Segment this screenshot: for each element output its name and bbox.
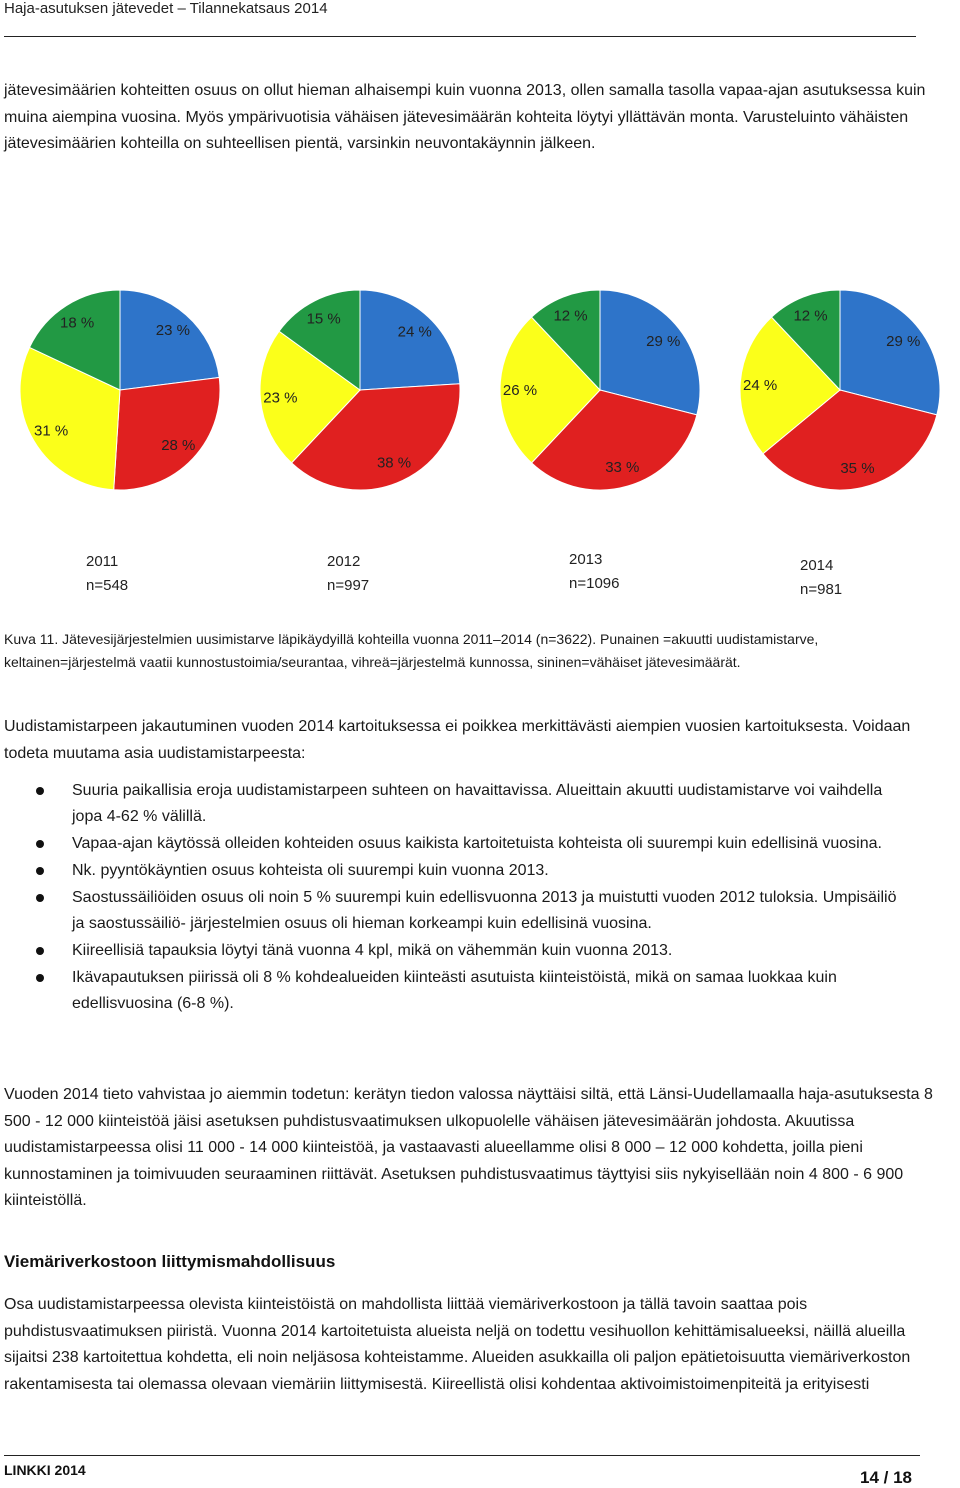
bullet-item — [0, 831, 912, 857]
bullet-text: Saostussäiliöiden osuus oli noin 5 % suurempi kuin edellisvuonna 2013 ja muistutti vuoden 2012 tuloksia. Umpisäiliö ja saostussäiliö- järjestelmien osuus oli hieman korkeampi kuin edellisinä vuosina. — [72, 889, 897, 932]
bullet-item — [0, 938, 912, 964]
bullet-item — [0, 778, 912, 830]
running-header — [4, 0, 916, 37]
pie-chart-2012 — [240, 270, 480, 610]
pie-slice-label: 24 % — [743, 376, 778, 394]
intro-paragraph: jätevesimäärien kohteitten osuus on ollut hieman alhaisempi kuin vuonna 2013, ollen samalla tasolla vapaa-ajan asutuksessa kuin muina aiempina vuosina. Myös ympärivuotisia vähäisen jätevesimäärän kohteita löytyi yllättävän monta. Varusteluinto vähäisten jätevesimäärien kohteilla on suhteellisen pientä, varsinkin neuvontakäynnin jälkeen. — [4, 82, 926, 152]
bullet-icon — [36, 947, 44, 955]
pie-svg — [240, 270, 480, 510]
bullet-text: Suuria paikallisia eroja uudistamistarpeen suhteen on havaittavissa. Alueittain akuutti uudistamistarve voi vaihdella jopa 4-62 % välillä. — [72, 782, 883, 825]
pie-slice-label: 15 % — [306, 310, 341, 328]
pie-slice-label: 28 % — [161, 436, 196, 454]
bullet-text: Ikävapautuksen piirissä oli 8 % kohdealueiden kiinteästi asutuista kiinteistöistä, mikä on samaa luokkaa kuin edellisvuosina (6-8 %). — [72, 969, 837, 1012]
bullet-text: Kiireellisiä tapauksia löytyi tänä vuonna 4 kpl, mikä on vähemmän kuin vuonna 2013. — [72, 942, 673, 959]
pie-chart-2011 — [0, 270, 240, 610]
pie-slice-label: 18 % — [60, 314, 95, 332]
pie-slice-label: 12 % — [553, 307, 588, 325]
chart-n-label: n=981 — [800, 581, 843, 598]
pie-slice-label: 33 % — [605, 458, 640, 476]
bullet-icon — [36, 840, 44, 848]
pie-slice-label: 23 % — [155, 321, 191, 339]
section-heading: Viemäriverkostoon liittymismahdollisuus — [4, 1252, 336, 1271]
pie-slice-label: 12 % — [793, 307, 828, 325]
bullet-icon — [36, 787, 44, 795]
footer-publisher: LINKKI 2014 — [4, 1462, 86, 1478]
chart-year-label: 2011 — [86, 553, 119, 570]
bullet-text: Vapaa-ajan käytössä olleiden kohteiden osuus kaikista kartoitetuista kohteista oli suurempi kuin edellisinä vuosina. — [72, 835, 882, 852]
bullet-icon — [36, 974, 44, 982]
figure-caption: Kuva 11. Jätevesijärjestelmien uusimistarve läpikäydyillä kohteilla vuonna 2011–2014 (n=3622). Punainen =akuutti uudistamistarve, keltainen=järjestelmä vaatii kunnostustoimia/seurantaa, vihreä=järjestelmä kunnossa, sininen=vähäiset jätevesimäärät. — [4, 631, 819, 670]
pie-slice-sininen — [120, 290, 219, 390]
needs-paragraph: Uudistamistarpeen jakautuminen vuoden 2014 kartoituksessa ei poikkea merkittävästi aiempien vuosien kartoituksesta. Voidaan todeta muutama asia uudistamistarpeesta: — [4, 718, 911, 762]
bullet-list — [0, 778, 940, 1018]
document-title: Haja-asutuksen jätevedet – Tilannekatsaus 2014 — [4, 0, 328, 17]
pie-chart-2013 — [480, 270, 720, 610]
page-number: 14 / 18 — [860, 1468, 912, 1487]
bullet-item — [0, 885, 912, 937]
bullet-icon — [36, 894, 44, 902]
pie-chart-2014 — [720, 270, 960, 610]
chart-year-label: 2013 — [569, 551, 603, 568]
pie-charts — [0, 270, 960, 610]
pie-slice-label: 35 % — [840, 460, 875, 478]
summary-paragraph: Vuoden 2014 tieto vahvistaa jo aiemmin todetun: kerätyn tiedon valossa näyttäisi siltä, että Länsi-Uudellamaalla haja-asutuksesta 8 500 - 12 000 kiinteistöä jäisi asetuksen puhdistusvaatimuksen ulkopuolelle vähäisen jätevesimäärän johdosta. Akuutissa uudistamistarpeessa olisi 11 000 - 14 000 kiinteistöä, ja vastaavasti alueellamme olisi 8 000 – 12 000 kohdetta, joilla pieni kunnostaminen ja toimivuuden seuraaminen riittävät. Asetuksen puhdistusvaatimus täyttyisi siis nykyisellään noin 4 800 - 6 900 kiinteistöllä. — [4, 1086, 933, 1209]
pie-svg — [480, 270, 720, 510]
pie-slice-label: 29 % — [886, 332, 921, 350]
chart-year-label: 2014 — [800, 557, 834, 574]
pie-svg — [0, 270, 240, 510]
pie-slice-punainen — [114, 377, 220, 490]
chart-n-label: n=1096 — [569, 575, 620, 592]
sewer-paragraph: Osa uudistamistarpeessa olevista kiinteistöistä on mahdollista liittää viemäriverkostoon ja tällä tavoin saattaa pois puhdistusvaatimuksen piiristä. Vuonna 2014 kartoitetuista alueista neljä on todettu vesihuollon kehittämisalueeksi, näillä alueilla sijaitsi 238 kartoitettua kohdetta, eli noin neljäsosa kohteistamme. Alueiden asukkailla oli paljon epätietoisuutta viemäriverkoston rakentamisesta tai olemassa olevaan viemäriin liittymisestä. Kiireellistä olisi kohdentaa aktivoimistoimenpiteitä ja erityisesti — [4, 1296, 911, 1393]
bullet-icon — [36, 867, 44, 875]
chart-n-label: n=997 — [327, 577, 370, 594]
pie-slice-label: 24 % — [397, 323, 432, 341]
bullet-text: Nk. pyyntökäyntien osuus kohteista oli suurempi kuin vuonna 2013. — [72, 862, 549, 879]
bullet-item — [0, 965, 912, 1017]
pie-slice-label: 23 % — [263, 389, 298, 407]
chart-year-label: 2012 — [327, 553, 361, 570]
pie-slice-label: 26 % — [502, 382, 538, 399]
pie-svg — [720, 270, 960, 510]
chart-n-label: n=548 — [86, 577, 129, 594]
pie-slice-label: 31 % — [34, 422, 69, 440]
bullet-item — [0, 858, 912, 884]
pie-slice-label: 38 % — [376, 454, 412, 472]
footer-rule — [4, 1455, 920, 1456]
pie-slice-label: 29 % — [646, 332, 681, 350]
